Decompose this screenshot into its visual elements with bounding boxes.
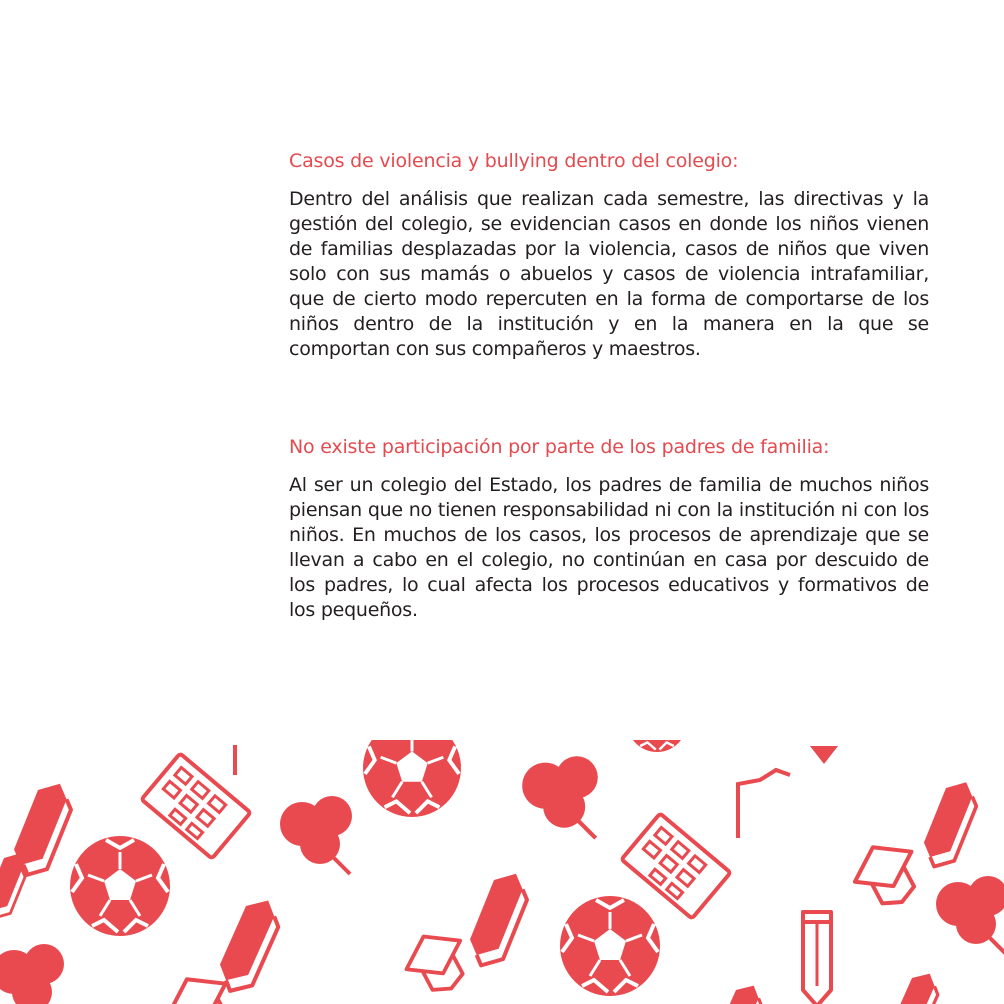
- decorative-pattern: [0, 740, 1004, 1004]
- pencil-icon: [803, 912, 831, 1004]
- graduation-cap-icon: [397, 922, 478, 1003]
- section-body: Al ser un colegio del Estado, los padres de familia de muchos niños piensan que no tienen responsabilidad ni con la institución ni con los niños. En muchos de los casos, los procesos de aprendizaje que se llevan a cabo en el colegio, no continúan en casa por descuido de los padres, lo cual afecta los procesos educativos y formativos de los pequeños.: [289, 474, 929, 621]
- soccer-ball-icon: [70, 836, 170, 936]
- book-icon: [709, 980, 769, 1004]
- soccer-ball-icon: [560, 896, 660, 996]
- tree-icon: [0, 944, 64, 1004]
- pencil-icon: [810, 746, 838, 764]
- soccer-ball-icon: [627, 740, 687, 752]
- section-violence: [289, 147, 929, 362]
- graduation-cap-icon: [845, 832, 931, 917]
- section-title: No existe participación por parte de los padres de familia:: [289, 436, 830, 458]
- tree-icon: [522, 756, 598, 838]
- soccer-ball-icon: [363, 740, 461, 817]
- calculator-icon: [621, 813, 730, 918]
- tree-icon: [936, 876, 1004, 954]
- section-parents: [289, 433, 929, 623]
- section-title: Casos de violencia y bullying dentro del colegio:: [289, 150, 739, 172]
- section-body: Dentro del análisis que realizan cada semestre, las directivas y la gestión del colegio, se evidencian casos en donde los niños vienen de familias desplazadas por la violencia, casos de niños que viven solo con sus mamás o abuelos y casos de violencia intrafamiliar, que de cierto modo repercuten en la forma de comportarse de los niños dentro de la institución y en la manera en la que se comportan con sus compañeros y maestros.: [289, 188, 929, 360]
- book-icon: [463, 867, 535, 972]
- book-icon: [885, 968, 945, 1004]
- graduation-cap-icon: [738, 770, 790, 838]
- book-icon: [917, 776, 983, 873]
- tree-icon: [280, 796, 352, 874]
